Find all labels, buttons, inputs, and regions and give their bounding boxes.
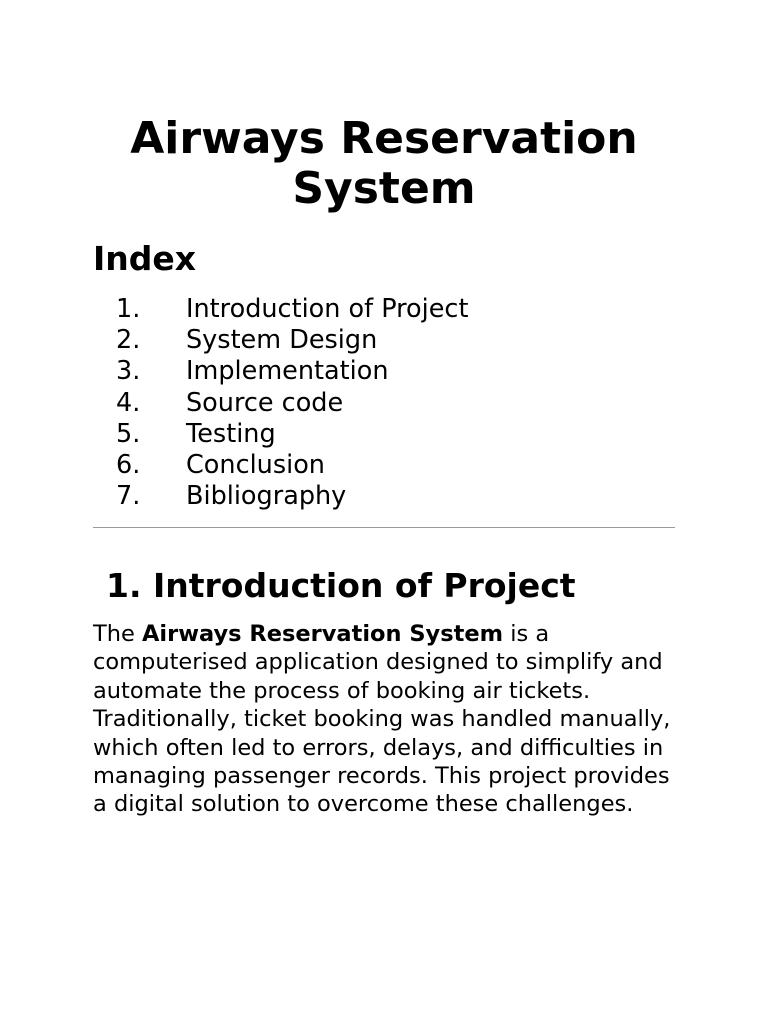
index-item bbox=[0, 294, 768, 325]
index-item bbox=[0, 325, 768, 356]
index-item-label: Source code bbox=[186, 387, 344, 418]
section-divider bbox=[93, 527, 675, 528]
index-item-number: 2. bbox=[116, 325, 141, 356]
document-title bbox=[0, 114, 768, 214]
index-item bbox=[0, 388, 768, 419]
index-item-label: Testing bbox=[186, 418, 276, 449]
index-item bbox=[0, 356, 768, 387]
index-item-number: 6. bbox=[116, 449, 141, 480]
index-item-number: 5. bbox=[116, 418, 141, 449]
index-item-number: 3. bbox=[116, 356, 141, 387]
index-item-label: Conclusion bbox=[186, 449, 325, 480]
index-item bbox=[0, 419, 768, 450]
index-heading: Index bbox=[93, 239, 197, 278]
document-title-line-2: System bbox=[292, 163, 476, 214]
paragraph-prefix: The bbox=[93, 621, 142, 647]
section-heading-introduction: 1. Introduction of Project bbox=[106, 566, 576, 605]
index-item-number: 7. bbox=[116, 481, 141, 512]
index-item-number: 4. bbox=[116, 387, 141, 418]
index-item-label: System Design bbox=[186, 325, 378, 356]
index-item bbox=[0, 450, 768, 481]
index-item bbox=[0, 481, 768, 512]
index-item-label: Introduction of Project bbox=[186, 294, 469, 324]
index-list bbox=[0, 294, 768, 512]
index-item-label: Bibliography bbox=[186, 481, 347, 512]
paragraph-body: is a computerised application designed to simplify and automate the process of booking air tickets. Traditionally, ticket booking was handled manually, which often led to errors, delays, and difficulties in managing passenger records. This project provides a digital solution to overcome these challenges. bbox=[93, 621, 671, 818]
paragraph-bold-term: Airways Reservation System bbox=[142, 621, 504, 647]
index-item-number: 1. bbox=[116, 294, 141, 324]
index-item-label: Implementation bbox=[186, 356, 389, 387]
document-title-line-1: Airways Reservation bbox=[130, 113, 638, 164]
introduction-paragraph bbox=[93, 620, 683, 819]
